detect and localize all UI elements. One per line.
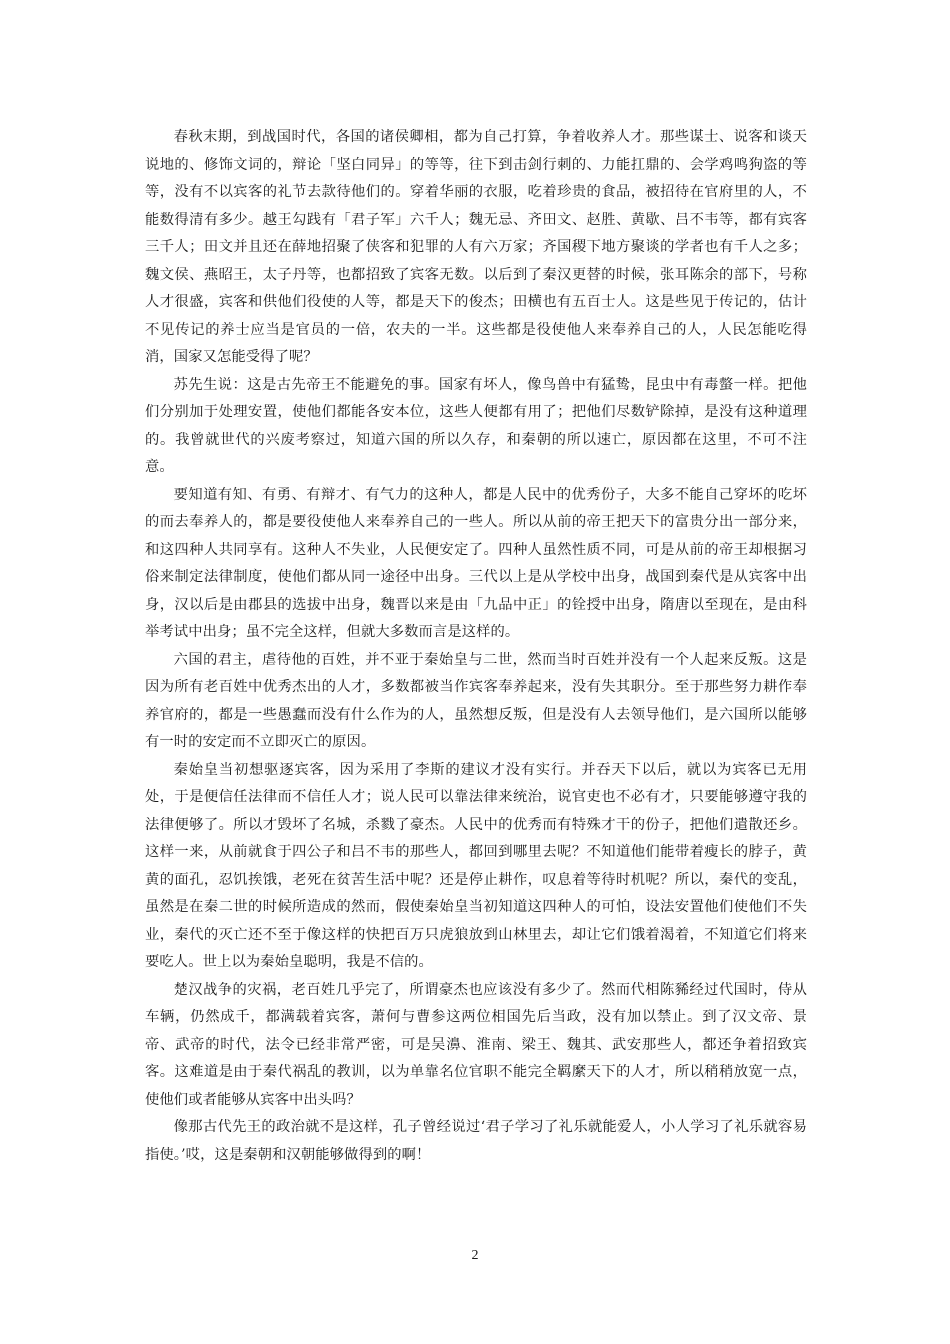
paragraph-4: 六国的君主，虐待他的百姓，并不亚于秦始皇与二世，然而当时百姓并没有一个人起来反叛。这是因为所有老百姓中优秀杰出的人才，多数都被当作宾客奉养起来，没有失其职分。至于那些努力耕作奉养官府的，都是一些愚蠢而没有什么作为的人，虽然想反叛，但是没有人去领导他们，是六国所以能够有一时的安定而不立即灭亡的原因。 [145,651,807,750]
document-body [145,124,807,1169]
paragraph-6: 楚汉战争的灾祸，老百姓几乎完了，所谓豪杰也应该没有多少了。然而代相陈豨经过代国时，侍从车辆，仍然成千，都满载着宾客，萧何与曹参这两位相国先后当政，没有加以禁止。到了汉文帝、景帝、武帝的时代，法令已经非常严密，可是吴濞、淮南、梁王、魏其、武安那些人，都还争着招致宾客。这难道是由于秦代祸乱的教训，以为单靠名位官职不能完全羁縻天下的人才，所以稍稍放宽一点，使他们或者能够从宾客中出头吗？ [145,981,807,1108]
paragraph-3: 要知道有知、有勇、有辩才、有气力的这种人，都是人民中的优秀份子，大多不能自己穿坏的吃坏的而去奉养人的，都是要役使他人来奉养自己的一些人。所以从前的帝王把天下的富贵分出一部分来，和这四种人共同享有。这种人不失业，人民便安定了。四种人虽然性质不同，可是从前的帝王却根据习俗来制定法律制度，使他们都从同一途径中出身。三代以上是从学校中出身，战国到秦代是从宾客中出身，汉以后是由郡县的选拔中出身，魏晋以来是由「九品中正」的铨授中出身，隋唐以至现在，是由科举考试中出身；虽不完全这样，但就大多数而言是这样的。 [145,486,807,640]
page-number: 2 [471,1248,479,1263]
paragraph-7: 像那古代先王的政治就不是这样，孔子曾经说过‘君子学习了礼乐就能爱人，小人学习了礼乐就容易指使。’哎，这是秦朝和汉朝能够做得到的啊！ [145,1119,807,1163]
paragraph-5: 秦始皇当初想驱逐宾客，因为采用了李斯的建议才没有实行。并吞天下以后，就以为宾客已无用处，于是便信任法律而不信任人才；说人民可以靠法律来统治，说官吏也不必有才，只要能够遵守我的法律便够了。所以才毁坏了名城，杀戮了豪杰。人民中的优秀而有特殊才干的份子，把他们遣散还乡。这样一来，从前就食于四公子和吕不韦的那些人，都回到哪里去呢？不知道他们能带着瘦长的脖子，黄黄的面孔，忍饥挨饿，老死在贫苦生活中呢？还是停止耕作，叹息着等待时机呢？所以，秦代的变乱，虽然是在秦二世的时候所造成的然而，假使秦始皇当初知道这四种人的可怕，设法安置他们使他们不失业，秦代的灭亡还不至于像这样的快把百万只虎狼放到山林里去，却让它们饿着渴着，不知道它们将来要吃人。世上以为秦始皇聪明，我是不信的。 [145,761,807,970]
paragraph-1: 春秋末期，到战国时代，各国的诸侯卿相，都为自己打算，争着收养人才。那些谋士、说客和谈天说地的、修饰文词的，辩论「坚白同异」的等等，往下到击剑行刺的、力能扛鼎的、会学鸡鸣狗盗的等等，没有不以宾客的礼节去款待他们的。穿着华丽的衣服，吃着珍贵的食品，被招待在官府里的人，不能数得清有多少。越王勾践有「君子军」六千人；魏无忌、齐田文、赵胜、黄歇、吕不韦等，都有宾客三千人；田文并且还在薛地招聚了侠客和犯罪的人有六万家；齐国稷下地方聚谈的学者也有千人之多；魏文侯、燕昭王，太子丹等，也都招致了宾客无数。以后到了秦汉更替的时候，张耳陈余的部下，号称人才很盛，宾客和供他们役使的人等，都是天下的俊杰；田横也有五百士人。这是些见于传记的，估计不见传记的养士应当是官员的一倍，农夫的一半。这些都是役使他人来奉养自己的人，人民怎能吃得消，国家又怎能受得了呢？ [145,129,807,365]
paragraph-2: 苏先生说：这是古先帝王不能避免的事。国家有坏人，像鸟兽中有猛鸷，昆虫中有毒螫一样。把他们分别加于处理安置，使他们都能各安本位，这些人便都有用了；把他们尽数铲除掉，是没有这种道理的。我曾就世代的兴废考察过，知道六国的所以久存，和秦朝的所以速亡，原因都在这里，不可不注意。 [145,376,807,475]
